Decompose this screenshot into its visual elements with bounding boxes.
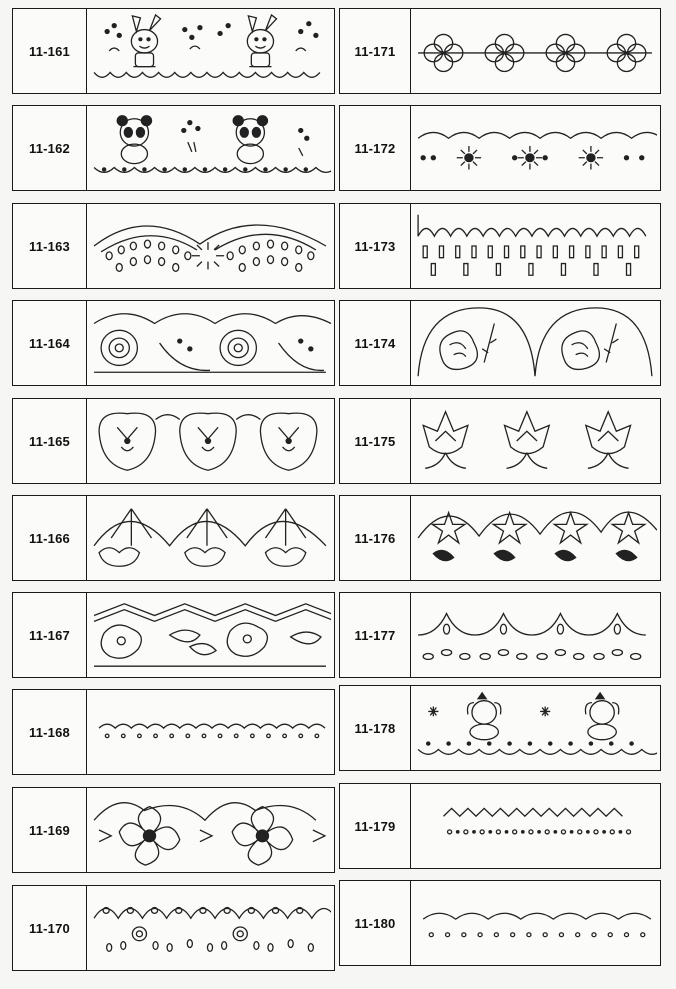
pattern-code: 11-176 [340, 496, 411, 580]
pattern-code: 11-166 [13, 496, 87, 580]
pansy-border-icon [89, 402, 331, 480]
daisy-border-icon [89, 791, 331, 869]
arch-slot-border-icon [413, 207, 657, 285]
pattern-card[interactable] [339, 203, 661, 289]
pattern-code: 11-161 [13, 9, 87, 93]
wavy-dot-border-icon [89, 693, 331, 771]
scallop-eyelet-border-icon [89, 207, 331, 285]
bunny-border-icon [89, 12, 331, 90]
star-bell-border-icon [413, 499, 657, 577]
scallop-dot-border-icon [413, 884, 657, 962]
pattern-card[interactable] [339, 105, 661, 191]
snail-shell-border-icon [89, 304, 331, 382]
pattern-card[interactable] [12, 300, 335, 386]
pattern-card[interactable] [12, 105, 335, 191]
pattern-code: 11-167 [13, 593, 87, 677]
rose-arch-border-icon [413, 304, 657, 382]
pattern-card[interactable] [339, 495, 661, 581]
fan-flower-border-icon [89, 499, 331, 577]
pattern-card[interactable] [12, 787, 335, 873]
pattern-code: 11-171 [340, 9, 411, 93]
pattern-card[interactable] [339, 8, 661, 94]
pattern-card[interactable] [339, 592, 661, 678]
pattern-code: 11-163 [13, 204, 87, 288]
zigzag-flower-border-icon [89, 596, 331, 674]
zigzag-dot-border-icon [413, 787, 657, 865]
panda-border-icon [89, 109, 331, 187]
pattern-code: 11-177 [340, 593, 411, 677]
pattern-code: 11-173 [340, 204, 411, 288]
pattern-code: 11-164 [13, 301, 87, 385]
puppy-border-icon [413, 689, 657, 767]
pattern-card[interactable] [12, 885, 335, 971]
pattern-card[interactable] [339, 398, 661, 484]
pattern-code: 11-169 [13, 788, 87, 872]
pattern-code: 11-172 [340, 106, 411, 190]
pattern-code: 11-179 [340, 784, 411, 868]
pattern-card[interactable] [339, 300, 661, 386]
pattern-code: 11-174 [340, 301, 411, 385]
pattern-card[interactable] [339, 685, 661, 771]
pattern-code: 11-162 [13, 106, 87, 190]
pointed-arch-eyelet-icon [413, 596, 657, 674]
pattern-code: 11-175 [340, 399, 411, 483]
lace-eyelet-border-icon [89, 889, 331, 967]
pattern-code: 11-178 [340, 686, 411, 770]
pattern-card[interactable] [12, 8, 335, 94]
pattern-code: 11-168 [13, 690, 87, 774]
quatrefoil-chain-icon [413, 12, 657, 90]
pattern-card[interactable] [12, 495, 335, 581]
pattern-card[interactable] [339, 783, 661, 869]
pattern-code: 11-170 [13, 886, 87, 970]
pattern-card[interactable] [12, 203, 335, 289]
pattern-card[interactable] [12, 592, 335, 678]
pattern-card[interactable] [12, 689, 335, 775]
pattern-card[interactable] [339, 880, 661, 966]
pattern-card[interactable] [12, 398, 335, 484]
lily-border-icon [413, 402, 657, 480]
pattern-code: 11-165 [13, 399, 87, 483]
pattern-code: 11-180 [340, 881, 411, 965]
sunburst-eyelet-border-icon [413, 109, 657, 187]
